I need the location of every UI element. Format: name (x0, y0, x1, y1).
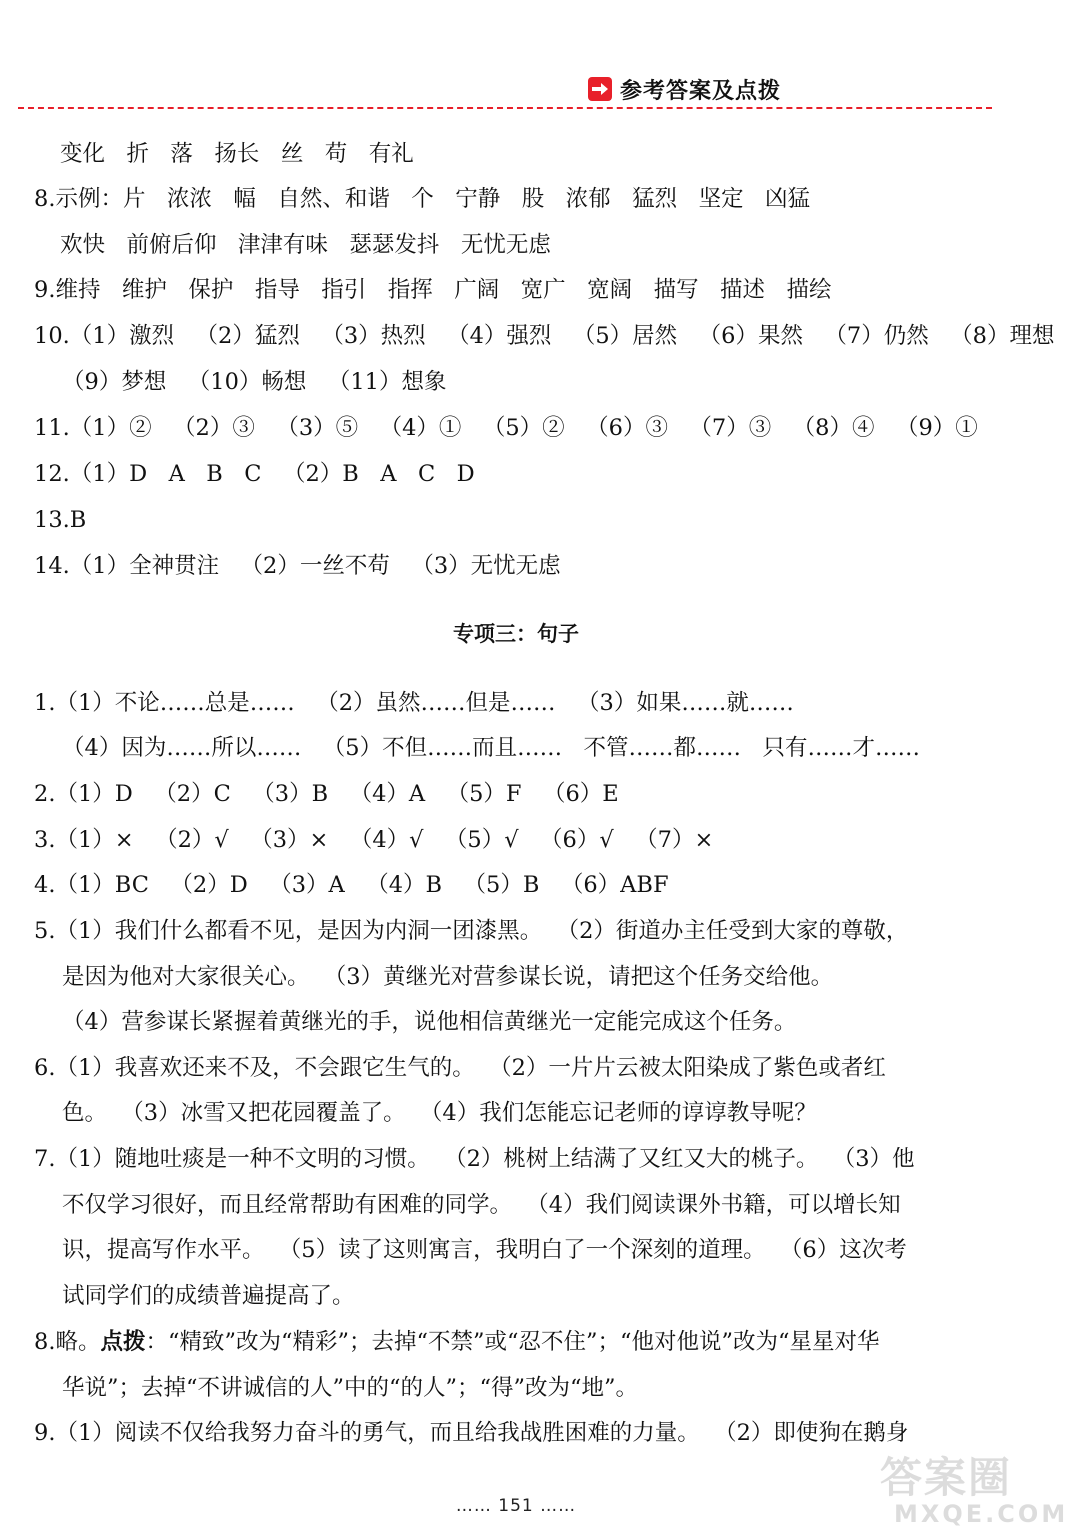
header-divider (18, 107, 992, 109)
answer-line: （4）因为……所以…… （5）不但……而且…… 不管……都…… 只有……才…… (62, 735, 921, 761)
watermark-logo (880, 1453, 1068, 1532)
answer-line: 华说”；去掉“不讲诚信的人”中的“的人”；“得”改为“地”。 (62, 1375, 639, 1401)
section-title: 专项三：句子 (453, 622, 579, 646)
answer-line: 4.（1）BC （2）D （3）A （4）B （5）B （6）ABF (34, 872, 669, 898)
answer-line: 7.（1）随地吐痰是一种不文明的习惯。 （2）桃树上结满了又红又大的桃子。 （3）他 (34, 1146, 915, 1172)
page-header (588, 72, 781, 106)
answer-line: 欢快 前俯后仰 津津有味 瑟瑟发抖 无忧无虑 (60, 232, 551, 258)
header-title: 参考答案及点拨 (620, 78, 782, 104)
answer-line: 不仅学习很好，而且经常帮助有困难的同学。 （4）我们阅读课外书籍，可以增长知 (62, 1192, 901, 1218)
answer-line: 试同学们的成绩普遍提高了。 (62, 1283, 355, 1309)
hint-label: 点拨 (100, 1329, 146, 1355)
watermark-bottom: MXQE.COM (894, 1500, 1068, 1528)
answer-line: （4）营参谋长紧握着黄继光的手，说他相信黄继光一定能完成这个任务。 (62, 1009, 797, 1035)
arrow-right-icon (588, 77, 612, 101)
answer-line: 5.（1）我们什么都看不见，是因为内洞一团漆黑。 （2）街道办主任受到大家的尊敬， (34, 918, 909, 944)
answer-line: 3.（1）× （2）√ （3）× （4）√ （5）√ （6）√ （7）× (34, 827, 714, 853)
answer-line: 11.（1）② （2）③ （3）⑤ （4）① （5）② （6）③ （7）③ （8）④ （9）① (34, 415, 978, 441)
answer-line: 9.（1）阅读不仅给我努力奋斗的勇气，而且给我战胜困难的力量。 （2）即使狗在鹅身 (34, 1420, 909, 1446)
watermark-top: 答案圈 (880, 1453, 1013, 1502)
hint-text: ：“精致”改为“精彩”；去掉“不禁”或“忍不住”；“他对他说”改为“星星对华 (145, 1329, 880, 1355)
answer-line: 1.（1）不论……总是…… （2）虽然……但是…… （3）如果……就…… (34, 690, 794, 716)
answer-line: 6.（1）我喜欢还来不及，不会跟它生气的。 （2）一片片云被太阳染成了紫色或者红 (34, 1055, 886, 1081)
answer-line: 9.维持 维护 保护 指导 指引 指挥 广阔 宽广 宽阔 描写 描述 描绘 (34, 277, 832, 303)
answer-line: 识，提高写作水平。 （5）读了这则寓言，我明白了一个深刻的道理。 （6）这次考 (62, 1237, 907, 1263)
answer-number: 8.略。 (34, 1329, 101, 1355)
answer-line: 色。 （3）冰雪又把花园覆盖了。 （4）我们怎能忘记老师的谆谆教导呢？ (62, 1100, 817, 1126)
answer-line-8 (34, 1327, 880, 1357)
answer-line: 是因为他对大家很关心。 （3）黄继光对营参谋长说，请把这个任务交给他。 (62, 964, 834, 990)
page-number: …… 151 …… (455, 1496, 577, 1516)
answer-line: 8.示例：片 浓浓 幅 自然、和谐 个 宁静 股 浓郁 猛烈 坚定 凶猛 (34, 186, 811, 212)
answer-line: 变化 折 落 扬长 丝 苟 有礼 (60, 141, 414, 167)
answer-line: 2.（1）D （2）C （3）B （4）A （5）F （6）E (34, 781, 619, 807)
answer-line: （9）梦想 （10）畅想 （11）想象 (62, 369, 447, 395)
answer-line: 14.（1）全神贯注 （2）一丝不苟 （3）无忧无虑 (34, 553, 561, 579)
answer-line: 10.（1）激烈 （2）猛烈 （3）热烈 （4）强烈 （5）居然 （6）果然 （7）仍然 （8）理想 (34, 323, 1055, 349)
answer-line: 13.B (34, 507, 87, 533)
answer-line: 12.（1）D A B C （2）B A C D (34, 461, 475, 487)
